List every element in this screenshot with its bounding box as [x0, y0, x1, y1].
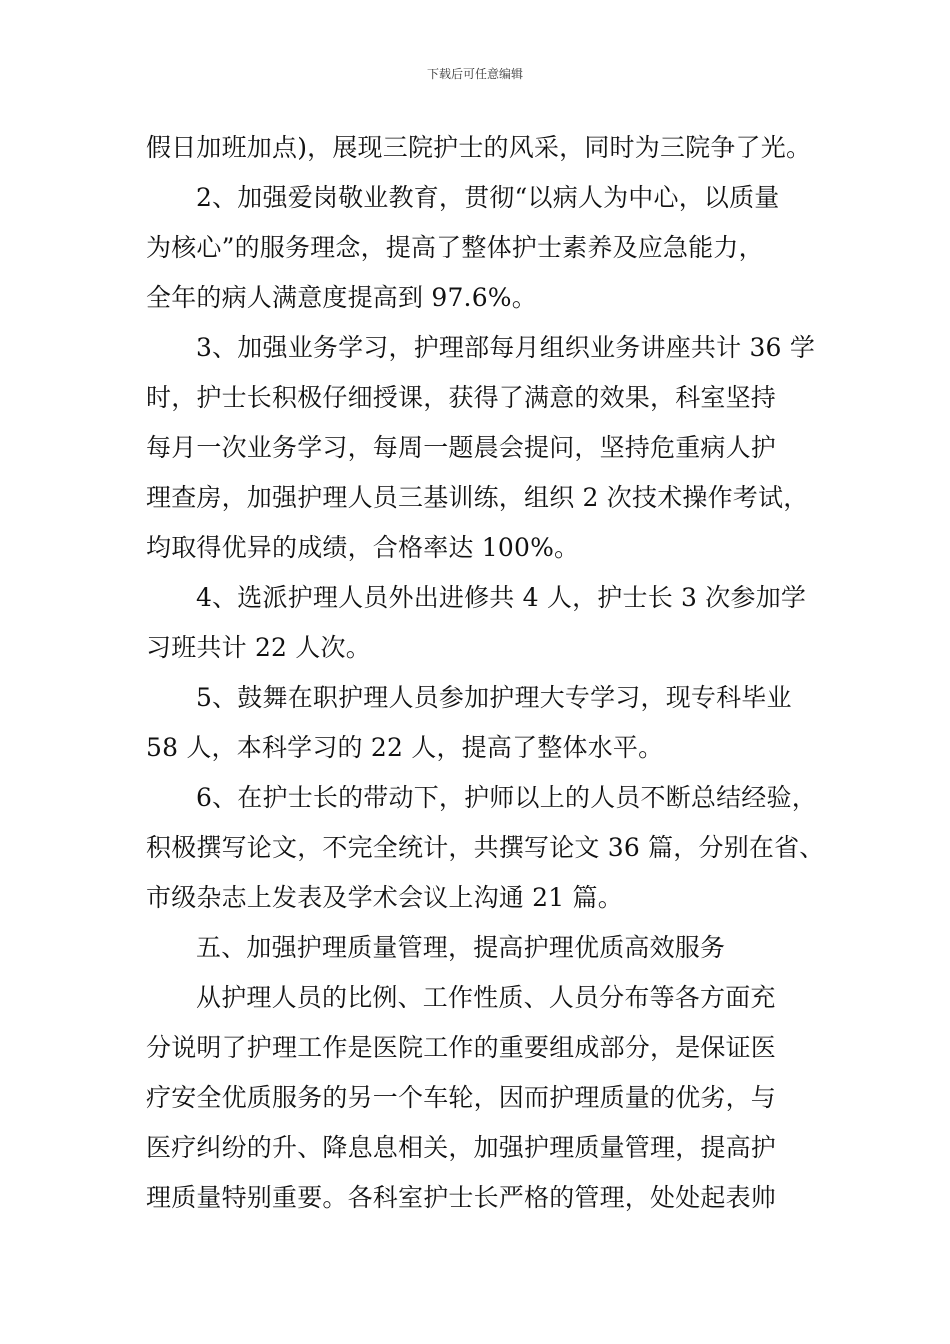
text-line: 理质量特别重要。各科室护士长严格的管理，处处起表帅: [146, 1183, 777, 1212]
text-line: 理查房，加强护理人员三基训练，组织 2 次技术操作考试，: [146, 483, 809, 512]
document-body: [146, 126, 836, 1226]
text-line: 疗安全优质服务的另一个车轮，因而护理质量的优劣，与: [146, 1083, 777, 1112]
text-line: 全年的病人满意度提高到 97.6%。: [146, 283, 537, 312]
paragraph-start-line: 6、在护士长的带动下，护师以上的人员不断总结经验，: [196, 783, 817, 812]
text-line: 医疗纠纷的升、降息息相关，加强护理质量管理，提高护: [146, 1133, 777, 1162]
text-line: 习班共计 22 人次。: [146, 633, 371, 662]
paragraph-start-line: 4、选派护理人员外出进修共 4 人，护士长 3 次参加学: [196, 583, 807, 612]
paragraph-start-line: 3、加强业务学习，护理部每月组织业务讲座共计 36 学: [196, 333, 816, 362]
text-line: 积极撰写论文，不完全统计，共撰写论文 36 篇，分别在省、: [146, 833, 825, 862]
text-line: 假日加班加点)，展现三院护士的风采，同时为三院争了光。: [146, 133, 812, 162]
text-line: 时，护士长积极仔细授课，获得了满意的效果，科室坚持: [146, 383, 777, 412]
text-line: 市级杂志上发表及学术会议上沟通 21 篇。: [146, 883, 623, 912]
text-line: 58 人，本科学习的 22 人，提高了整体水平。: [146, 733, 664, 762]
text-line: 均取得优异的成绩，合格率达 100%。: [146, 533, 580, 562]
section-heading: 五、加强护理质量管理，提高护理优质高效服务: [196, 933, 726, 962]
page-header: 下载后可任意编辑: [426, 67, 523, 81]
text-line: 每月一次业务学习，每周一题晨会提问，坚持危重病人护: [146, 433, 777, 462]
paragraph-start-line: 5、鼓舞在职护理人员参加护理大专学习，现专科毕业: [196, 683, 792, 712]
paragraph-start-line: 2、加强爱岗敬业教育，贯彻“以病人为中心，以质量: [196, 183, 780, 212]
text-line: 为核心”的服务理念，提高了整体护士素养及应急能力，: [146, 233, 764, 262]
text-line: 分说明了护理工作是医院工作的重要组成部分，是保证医: [146, 1033, 777, 1062]
paragraph-start-line: 从护理人员的比例、工作性质、人员分布等各方面充: [196, 983, 776, 1012]
